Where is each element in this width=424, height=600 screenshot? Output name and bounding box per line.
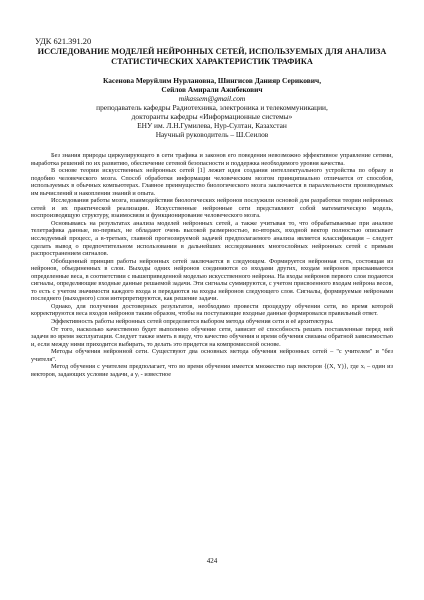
authors-line-2: Сейлов Амирали Ажибекович bbox=[161, 85, 263, 94]
authors-line-1: Касенова Меруйлим Нурлановна, Шингисов Данияр Серикович, bbox=[102, 76, 322, 85]
supervisor-line: Научный руководитель – Ш.Сеилов bbox=[155, 130, 269, 139]
udk-code: УДК 621.391.20 bbox=[35, 37, 92, 46]
affiliation-block bbox=[31, 103, 393, 139]
article-title: ИССЛЕДОВАНИЕ МОДЕЛЕЙ НЕЙРОННЫХ СЕТЕЙ, ИСПОЛЬЗУЕМЫХ ДЛЯ АНАЛИЗА СТАТИСТИЧЕСКИХ ХАРАКТЕРИСТИК ТРАФИКА bbox=[37, 47, 387, 66]
page-number: 424 bbox=[206, 557, 218, 565]
affiliation-line: ЕНУ им. Л.Н.Гумилева, Нур-Султан, Казахстан bbox=[137, 121, 287, 130]
paragraph: Основываясь на результатах анализа моделей нейронных сетей, а также учитывая то, что обрабатываемые при анализе телетрафика данные, во-первых, не обладают очень высокой размерностью, во-вторых, входной вектор полностью описывает исследуемый процесс, а в-третьих, главной прогнозируемой задачей предполагаемого анализа является классификация – следует сделать вывод о предпочтительном использовании в дальнейших исследованиях многослойных нейронных сетей с прямым распространением сигналов. bbox=[31, 219, 393, 258]
author-email[interactable]: mikassem@gmail.com bbox=[178, 94, 246, 103]
article-body bbox=[31, 152, 393, 378]
paragraph: Метод обучения с учителем предполагает, что во время обучения имеется множество пар векторов {(X, Y)}, где xᵢ – один из векторов, задающих условие задачи, а yᵢ - известное bbox=[31, 363, 393, 378]
article-page bbox=[31, 36, 393, 378]
affiliation-line: преподаватель кафедры Радиотехника, электроника и телекоммуникации, bbox=[96, 103, 328, 112]
paragraph: В основе теории искусственных нейронных сетей [1] лежит идея создания интеллектуального устройства по образу и подобию человеческого мозга. Способ обработки информации человеческим мозгом принципиально отличается от способов, используемых в обычных компьютерах. Главное преимущество биологического мозга заключается в параллельности производимых им вычислений и накоплении знаний и опыта. bbox=[31, 167, 393, 197]
paragraph: Методы обучения нейронной сети. Существуют два основных метода обучения нейронных сетей – "с учителем" и "без учителя". bbox=[31, 348, 393, 363]
paragraph: Исследования работы мозга, взаимодействия биологических нейронов послужили основой для разработки теории нейронных сетей и их практической реализации. Искусственные нейронные сети представляют собой математическую модель, воспроизводящую структуру, взаимосвязи и функционирование человеческого мозга. bbox=[31, 197, 393, 220]
paragraph: Эффективность работы нейронных сетей определяется выбором метода обучения сети и её архитектуры. bbox=[51, 318, 334, 326]
affiliation-line: докторанты кафедры «Информационные системы» bbox=[131, 112, 293, 121]
paragraph: От того, насколько качественно будет выполнено обучение сети, зависит её способность решать поставленные перед ней задачи во время эксплуатации. Следует также иметь в виду, что качество обучения и время обучения связаны обратной зависимостью и, если между ними приходится выбирать, то делать это придется на компромиссной основе. bbox=[31, 325, 393, 348]
paragraph: Однако, для получения достоверных результатов, необходимо провести процедуру обучения сети, во время которой корректируются веса входов нейронов таким образом, чтобы на поступающие входные данные формировался правильный ответ. bbox=[31, 302, 393, 318]
paragraph: Без знания природы циркулирующего в сети трафика и законов его поведения невозможно эффективное управление сетями, выработка решений по их развитию, обеспечение сетевой безопасности и поддержка необходимого уровня качества. bbox=[31, 152, 393, 167]
authors bbox=[31, 76, 393, 94]
paragraph: Обобщенный принцип работы нейронных сетей заключается в следующем. Формируется нейронная сеть, состоящая из нейронов, объединенных в слои. Выходы одних нейронов соединяются со входами других, входам нейронов присваиваются определенные веса, в соответствии с вышеприведенной моделью искусственного нейрона. На входы нейронов первого слоя подаются сигналы, определяющие входные данные решаемой задачи. Эти сигналы суммируются, с учетом присвоенного входам нейрона весов, то есть с учетом значимости каждого входа и передаются на входы нейронов следующего слоя. Сигналы, формируемые нейронами последнего (выходного) слоя интерпретируются, как решение задачи. bbox=[31, 257, 393, 303]
